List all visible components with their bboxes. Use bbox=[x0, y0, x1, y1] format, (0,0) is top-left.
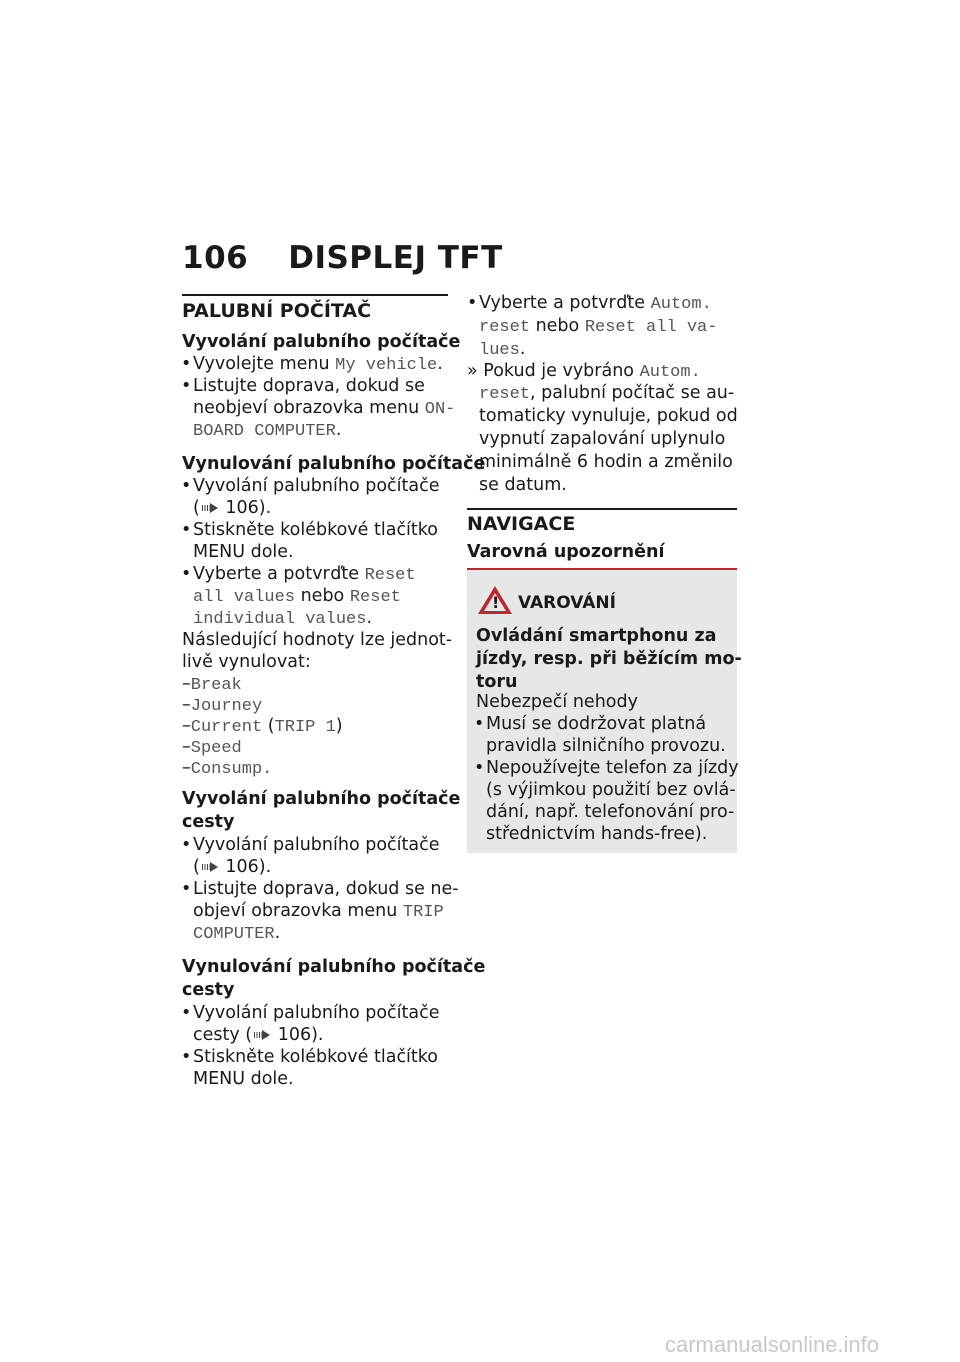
page-ref: ( 106). bbox=[193, 498, 272, 518]
list-item: • Vyvolejte menu My vehicle. bbox=[193, 353, 443, 377]
subheading-warnings: Varovná upozornění bbox=[467, 542, 665, 562]
heading-reset-trip: Vynulování palubního počítače bbox=[182, 957, 486, 977]
list-item: • Vyberte a potvrďte Reset bbox=[193, 563, 416, 587]
list-item-cont: COMPUTER. bbox=[193, 923, 281, 944]
heading-call-computer: Vyvolání palubního počítače bbox=[182, 332, 461, 352]
warning-heading: Ovládání smartphonu za bbox=[476, 626, 717, 646]
result-cont: tomaticky vynuluje, pokud od bbox=[479, 406, 738, 426]
list-item: • Stiskněte kolébkové tlačítko bbox=[193, 1046, 438, 1068]
page-ref: ( 106). bbox=[193, 857, 272, 877]
warning-item-cont: pravidla silničního provozu. bbox=[486, 736, 726, 756]
page-ref: cesty ( 106). bbox=[193, 1025, 324, 1045]
section-rule bbox=[467, 508, 737, 510]
arrow-right-icon bbox=[202, 503, 218, 513]
result-cont: se datum. bbox=[479, 475, 567, 495]
heading-reset-computer: Vynulování palubního počítače bbox=[182, 454, 486, 474]
result-cont: vypnutí zapalování uplynulo bbox=[479, 429, 726, 449]
list-item-cont: neobjeví obrazovka menu ON- bbox=[193, 398, 456, 419]
dash-item: –Journey bbox=[182, 695, 263, 716]
list-item: • Listujte doprava, dokud se ne- bbox=[193, 878, 459, 900]
dash-item: –Speed bbox=[182, 737, 242, 758]
paragraph: livě vynulovat: bbox=[182, 652, 311, 672]
section-rule bbox=[182, 294, 448, 296]
list-item-cont: individual values. bbox=[193, 608, 373, 629]
list-item-cont: reset nebo Reset all va- bbox=[479, 316, 718, 337]
page-header bbox=[182, 240, 503, 276]
warning-heading: jízdy, resp. při běžícím mo- bbox=[476, 649, 742, 669]
chapter-title: DISPLEJ TFT bbox=[288, 240, 503, 276]
list-item-cont: MENU dole. bbox=[193, 1069, 294, 1089]
heading-call-trip: Vyvolání palubního počítače bbox=[182, 789, 461, 809]
arrow-right-icon bbox=[202, 862, 218, 872]
paragraph: Následující hodnoty lze jednot- bbox=[182, 630, 453, 650]
warning-danger: Nebezpečí nehody bbox=[476, 692, 638, 712]
list-item-cont: objeví obrazovka menu TRIP bbox=[193, 901, 444, 922]
result-cont: minimálně 6 hodin a změnilo bbox=[479, 452, 733, 472]
result-cont: reset, palubní počítač se au- bbox=[479, 383, 735, 404]
list-item-cont: all values nebo Reset bbox=[193, 586, 401, 607]
warning-item-cont: (s výjimkou použití bez ovlá- bbox=[486, 780, 736, 800]
warning-title: VAROVÁNÍ bbox=[518, 593, 616, 613]
list-item-cont: lues. bbox=[479, 339, 526, 360]
exclamation-icon: ! bbox=[492, 593, 500, 612]
heading-reset-trip-2: cesty bbox=[182, 980, 235, 1000]
dash-item: –Consump. bbox=[182, 758, 273, 779]
arrow-right-icon bbox=[254, 1030, 270, 1040]
list-item: • Stiskněte kolébkové tlačítko bbox=[193, 519, 438, 541]
warning-item-cont: střednictvím hands-free). bbox=[486, 824, 708, 844]
warning-item: • Nepoužívejte telefon za jízdy bbox=[486, 757, 739, 779]
dash-item: –Current (TRIP 1) bbox=[182, 716, 343, 737]
dash-item: –Break bbox=[182, 674, 242, 695]
list-item: • Listujte doprava, dokud se bbox=[193, 375, 425, 397]
section-title-onboard: PALUBNÍ POČÍTAČ bbox=[182, 300, 372, 322]
list-item: • Vyvolání palubního počítače bbox=[193, 475, 440, 497]
watermark: carmanualsonline.info bbox=[665, 1332, 880, 1357]
warning-heading: toru bbox=[476, 672, 518, 692]
warning-item-cont: dání, např. telefonování pro- bbox=[486, 802, 735, 822]
section-title-navigation: NAVIGACE bbox=[467, 513, 576, 535]
list-item: • Vyberte a potvrďte Autom. bbox=[479, 292, 712, 316]
page-number: 106 bbox=[182, 240, 249, 276]
list-item: • Vyvolání palubního počítače bbox=[193, 834, 440, 856]
list-item: • Vyvolání palubního počítače bbox=[193, 1002, 440, 1024]
result-item: » Pokud je vybráno Autom. bbox=[467, 361, 701, 382]
list-item-cont: MENU dole. bbox=[193, 542, 294, 562]
warning-item: • Musí se dodržovat platná bbox=[486, 713, 706, 735]
heading-call-trip-2: cesty bbox=[182, 812, 235, 832]
list-item-cont: BOARD COMPUTER. bbox=[193, 420, 342, 441]
